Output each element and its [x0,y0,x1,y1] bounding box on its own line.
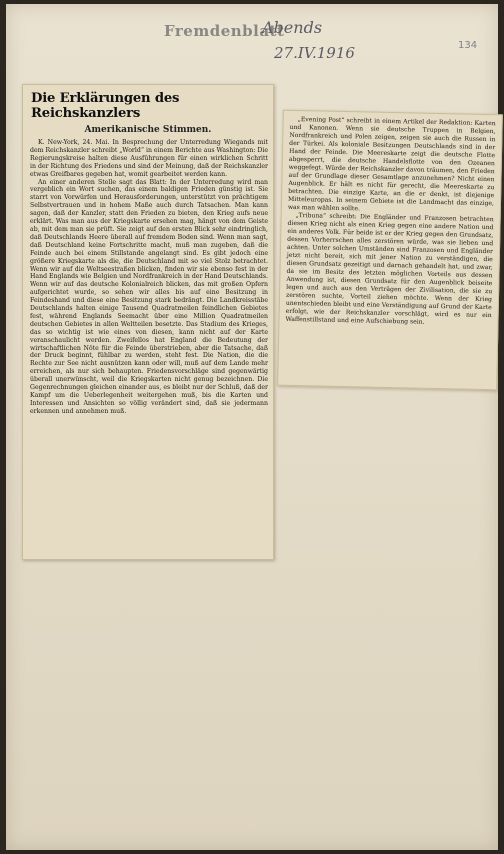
left-paragraph-2: An einer anderen Stelle sagt das Blatt: In der Unterredung wird man vergeblich ein Wort suchen, das einem baldigen Frieden günstig ist. Sie starrt von Vorwürfen und Herausforderungen, unterstützt von prächtigem Selbstvertrauen und in hohem Maße auch durch Tatsachen. Man kann sagen, daß der Kanzler, statt den Frieden zu bieten, den Krieg aufs neue erklärt. Was man aus der Kriegskarte ersehen mag, hängt von dem Geiste ab, mit dem man sie prüft. Sie zeigt auf den ersten Blick sehr eindringlich, daß Deutschlands Heere überall auf fremdem Boden sind. Wenn man sagt, daß Deutschland keine Fortschritte macht, muß man zugeben, daß die Feinde auch bei einem Stillstande angelangt sind. Es gibt jedoch eine größere Kriegskarte als die, die Deutschland mit so viel Stolz betrachtet. Wenn wir auf die Weltseestraßen blicken, finden wir sie ebenso fest in der Hand Englands wie Belgien und Nordfrankreich in der Hand Deutschlands. Wenn wir auf das deutsche Kolonialreich blicken, das mit großen Opfern aufgerichtet wurde, so sehen wir alles bis auf eine Besitzung in Feindeshand und diese eine Besitzung stark bedrängt. Die Landkreisstäbe Deutschlands halten einige Tausend Quadratmeilen feindlichen Gebietes fest, während Englands Seemacht über eine Million Quadratmeilen deutschen Gebietes in allen Weltteilen besetzte. Das Stadium des Krieges, das so wichtig ist wie eines von diesen, kann nicht auf der Karte veranschaulicht werden. Zweifellos hat England die Bedeutung der wirtschaftlichen Nöte für die Feinde überstrieben, aber die Tatsache, daß der Druck beginnt, fühlbar zu werden, steht fest. Die Nation, die die Rechte zur See nicht ausnützen kann oder will, muß auf dem Lande mehr erreichen, als nur sich behaupten. Friedensvorschläge sind gegenwärtig überall unerwünscht, weil die Kriegskarten nicht genug bezeichnen. Die Gegenrechnungen gleichen einander aus, es bleibt nur der Schluß, daß der Kampf um die Ueberlegenheit weitergehen muß, bis die Karten und Interessen und Ansichten so völlig verändert sind, daß sie jedermann erkennen und annehmen muß. [30,178,268,415]
newspaper-stamp: Fremdenblatt [164,22,285,40]
article-headline: Die Erklärungen des Reichskanzlers [31,91,180,121]
left-clipping [22,84,274,560]
handwritten-edition: Abends [262,18,323,37]
right-article-body [285,116,495,328]
archive-page-number: 134 [458,40,478,51]
right-paragraph-1: „Evening Post“ schreibt in einem Artikel der Redaktion: Karten und Kanonen. Wenn sie deutsche Truppen in Belgien, Nordfrankreich und Polen zeigen, zeigen sie auch die Russen in der Türkei. Als koloniale Besitzungen Deutschlands sind in der Hand der Feinde. Die Meereskarte zeigt die deutsche Flotte abgesperrt, die deutsche Handelsflotte von den Ozeanen weggefegt. Würde der Reichskanzler davon träumen, den Frieden auf der Grundlage dieser Gesamtlage anzunehmen? Nicht einen Augenblick. Er hält es nicht für gerecht, die Meereskarte zu betrachten. Die einzige Karte, an die er denkt, ist diejenige Mitteleuropas. In seinem Gebiete ist die Landmacht das einzige, was man wählen sollte. [287,116,496,213]
handwritten-date: 27.IV.1916 [274,44,355,62]
right-paragraph-2: „Tribuna“ schreibt: Die Engländer und Franzosen betrachten diesen Krieg nicht als einen Krieg gegen eine andere Nation und ein anderes Volk. Für beide ist er der Krieg gegen den Grundsatz, dessen Vorherrschen alles zerstören würde, was sie lieben und achten. Unter solchen Umständen sind Franzosen und Engländer jetzt nicht bereit, sich mit jener Nation zu verständigen, die diesen Grundsatz gezeitigt und darnach gehandelt hat, und zwar, da sie im Besitz des letzten möglichen Vorteils aus dessen Anwendung ist, diesen Grundsatz für den Augenblick beiseite legen und auch aus den Verträgen der Zivilisation, die sie zu zerstören suchte, Vorteil ziehen möchte. Wenn der Krieg unentschieden bleibt und eine Verständigung auf Grund der Karte erfolgt, wie der Reichskanzler vorschlägt, wird es nur ein Waffenstillstand und eine Aufschiebung sein. [285,212,494,326]
right-clipping [277,110,503,391]
left-article-body [30,139,268,416]
left-paragraph-1: K. New-York, 24. Mai. In Besprechung der Unterredung Wiegands mit dem Reichskanzler schreibt „World“ in einem Berichte aus Washington: Die Regierungskreise halten diese Ausführungen für einen wirklichen Schritt in der Richtung des Friedens und sind der Meinung, daß der Reichskanzler etwas Greifbares gegeben hat, womit gearbeitet werden kann. [30,139,268,178]
article-subheadline: Amerikanische Stimmen. [84,125,212,135]
